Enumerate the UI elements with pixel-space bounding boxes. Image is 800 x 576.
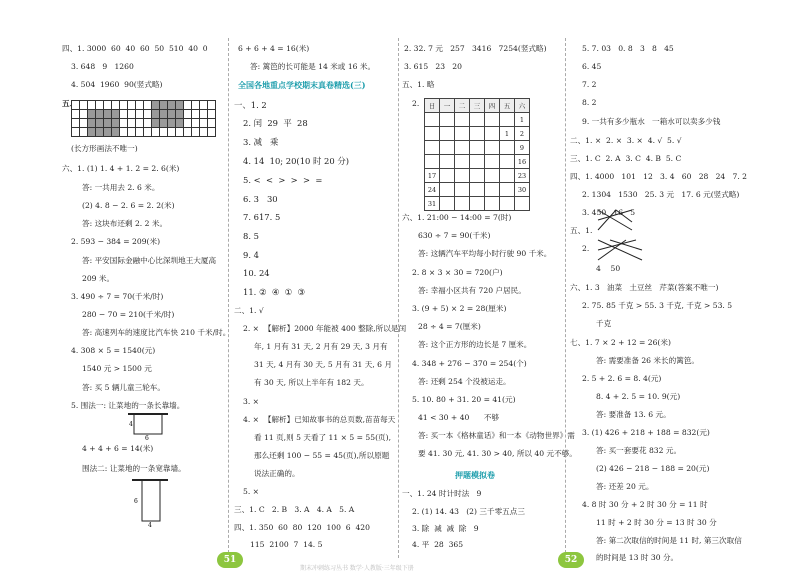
c3-line: 5. 10. 80 + 31. 20 = 41(元) — [412, 395, 516, 404]
calendar-cell — [485, 127, 500, 141]
c2-line: 2. 闰 29 平 28 — [243, 118, 308, 128]
grid-cell — [176, 101, 184, 110]
grid-cell — [112, 128, 120, 137]
c1-line: 209 米。 — [82, 274, 115, 283]
fence-figure-1 — [128, 412, 168, 440]
matching-lines-2 — [596, 238, 644, 262]
calendar-cell — [470, 197, 485, 211]
c2-line: 8. 5 — [243, 231, 259, 241]
c2-line: 2. × 【解析】2000 年能被 400 整除,所以是闰 — [243, 324, 407, 333]
c3-line: 4. 平 28 365 — [412, 540, 464, 549]
grid-cell — [192, 110, 200, 119]
calendar-cell — [485, 169, 500, 183]
c4-line: 6. 45 — [582, 62, 602, 71]
c3-line: 答: 这个正方形的边长是 7 厘米。 — [418, 340, 532, 349]
calendar-cell — [440, 183, 455, 197]
fence-figure-2 — [132, 477, 168, 527]
c2-line: 7. 617. 5 — [243, 212, 281, 222]
grid-cell — [168, 110, 176, 119]
c2-line: 3. 减 乘 — [243, 137, 279, 147]
grid-cell — [192, 101, 200, 110]
grid-cell — [120, 128, 128, 137]
grid-cell — [112, 119, 120, 128]
grid-cell — [104, 110, 112, 119]
matching-lines-1 — [596, 208, 636, 232]
calendar-cell — [455, 183, 470, 197]
calendar-cell — [425, 155, 440, 169]
c4-line: 4. 8 时 30 分 + 2 时 30 分 = 11 时 — [582, 500, 708, 509]
c3-line: 3. (9 + 5) × 2 = 28(厘米) — [412, 304, 507, 313]
calendar-cell — [425, 113, 440, 127]
calendar-cell: 2 — [515, 127, 530, 141]
grid-cell — [128, 119, 136, 128]
c1-line: 4 + 4 + 6 = 14(米) — [82, 444, 154, 453]
side-label: 4 — [148, 522, 152, 527]
calendar-cell — [485, 155, 500, 169]
page-number-right: 52 — [558, 552, 584, 568]
c1-line: 3. 490 ÷ 7 = 70(千米/时) — [71, 292, 164, 301]
c2-line: 10. 24 — [243, 268, 270, 278]
c1-line: 答: 一共用去 2. 6 米。 — [82, 183, 160, 192]
grid-cell — [144, 101, 152, 110]
calendar-cell — [425, 127, 440, 141]
calendar-cell — [440, 113, 455, 127]
c4-line: 7. 2 — [582, 80, 597, 89]
calendar-header-cell: 三 — [470, 99, 485, 113]
calendar-cell — [455, 127, 470, 141]
c3-line: 28 ÷ 4 = 7(厘米) — [418, 322, 481, 331]
c4-line: 七、1. 7 × 2 + 12 = 26(米) — [570, 338, 671, 347]
c4-line: 六、1. 3 油菜 土豆丝 芹菜(答案不唯一) — [570, 283, 719, 292]
grid-cell — [96, 101, 104, 110]
grid-cell — [128, 128, 136, 137]
c4-line: 答: 买一套要花 832 元。 — [596, 446, 682, 455]
footer-text: 期末冲刺练习丛书 数学·人教版·三年级下册 — [300, 565, 414, 572]
c3-line: 要 41. 30 元, 41. 30 > 40, 所以 40 元不够。 — [418, 449, 577, 458]
calendar-cell — [470, 127, 485, 141]
calendar-header-cell: 五 — [500, 99, 515, 113]
c3-line: 答: 还剩 254 个没被运走。 — [418, 377, 511, 386]
calendar-header-cell: 四 — [485, 99, 500, 113]
c1-line: 1540 元 > 1500 元 — [82, 364, 152, 373]
c2-line: 有 30 天, 所以上半年有 182 天。 — [254, 378, 369, 387]
c4-line: 答: 第二次取信的时间是 11 时, 第三次取信 — [596, 536, 742, 545]
c4-line: 二、1. × 2. × 3. × 4. √ 5. √ — [570, 136, 682, 145]
grid-cell — [192, 128, 200, 137]
c1-line: 4. 308 × 5 = 1540(元) — [71, 346, 156, 355]
c1-line: 280 − 70 = 210(千米/时) — [82, 310, 175, 319]
calendar-cell — [440, 169, 455, 183]
calendar-cell — [455, 113, 470, 127]
grid-cell — [200, 119, 208, 128]
grid-cell — [160, 101, 168, 110]
grid-cell — [200, 128, 208, 137]
c2-line: 那么还剩 100 − 55 = 45(页),所以原题 — [254, 451, 390, 460]
grid-cell — [208, 128, 216, 137]
calendar-cell — [440, 141, 455, 155]
c1-line: 五、 — [62, 99, 78, 108]
calendar-cell: 31 — [425, 197, 440, 211]
c3-line: 3. 除 减 减 除 9 — [412, 524, 479, 533]
grid-cell — [184, 119, 192, 128]
c3-line: 2. (1) 14. 43 (2) 三千零五点三 — [412, 507, 525, 516]
calendar-cell: 16 — [515, 155, 530, 169]
grid-cell — [176, 119, 184, 128]
c2-line: 31 天, 4 月有 30 天, 5 月有 31 天, 6 月 — [254, 360, 393, 369]
grid-cell — [96, 128, 104, 137]
calendar-cell — [470, 183, 485, 197]
calendar-cell: 24 — [425, 183, 440, 197]
c4-line: 答: 要准备 13. 6 元。 — [596, 410, 671, 419]
c4-line: 11 时 + 2 时 30 分 = 13 时 30 分 — [596, 518, 717, 527]
c1-line: 答: 买 5 辆儿童三轮车。 — [82, 383, 165, 392]
c2-line: 9. 4 — [243, 250, 259, 260]
c4-line: (2) 426 − 218 − 188 = 20(元) — [596, 464, 710, 473]
calendar-cell — [440, 197, 455, 211]
calendar-cell — [500, 113, 515, 127]
grid-cell — [112, 101, 120, 110]
c1-line: (长方形画法不唯一) — [71, 144, 138, 153]
grid-cell — [72, 110, 80, 119]
calendar-cell — [485, 197, 500, 211]
calendar-cell — [500, 169, 515, 183]
calendar-cell — [485, 141, 500, 155]
c4-line: 答: 需要准备 26 米长的篱笆。 — [596, 356, 699, 365]
calendar-cell — [455, 141, 470, 155]
grid-cell — [208, 101, 216, 110]
c4-line: 2. 75. 85 千克 > 55. 3 千克, 千克 > 53. 5 — [582, 301, 733, 310]
c3-line: 41 < 30 + 40 不够 — [418, 413, 500, 422]
calendar-cell: 1 — [500, 127, 515, 141]
calendar-cell: 9 — [515, 141, 530, 155]
c4-line: 三、1. C 2. A 3. C 4. B 5. C — [570, 154, 682, 163]
calendar-cell — [470, 141, 485, 155]
c3-line: 五、1. 略 — [402, 80, 435, 89]
c2-line: 年, 1 月有 31 天, 2 月有 29 天, 3 月有 — [254, 342, 388, 351]
grid-cell — [160, 110, 168, 119]
calendar-cell: 23 — [515, 169, 530, 183]
c1-line: 答: 平安国际金融中心比深圳地王大厦高 — [82, 256, 217, 265]
grid-cell — [88, 110, 96, 119]
c4-line: 2. 5 + 2. 6 = 8. 4(元) — [582, 374, 662, 383]
c1-line: (2) 4. 8 − 2. 6 = 2. 2(米) — [82, 201, 175, 210]
c1-line: 4. 504 1960 90(竖式略) — [71, 80, 163, 89]
calendar-cell — [515, 197, 530, 211]
grid-cell — [136, 101, 144, 110]
grid-cell — [80, 101, 88, 110]
c4-line: 五、1. — [570, 226, 593, 235]
c3-line: 答: 买一本《格林童话》和一本《动物世界》需 — [418, 431, 575, 440]
calendar-header-cell: 二 — [455, 99, 470, 113]
c2-line: 4. × 【解析】已知故事书的总页数,苗苗每天 — [243, 415, 396, 424]
grid-cell — [208, 110, 216, 119]
c1-line: 围法二: 让菜地的一条宽靠墙。 — [82, 464, 186, 473]
c1-line: 答: 这块布还剩 2. 2 米。 — [82, 219, 168, 228]
calendar-cell: 30 — [515, 183, 530, 197]
grid-cell — [128, 101, 136, 110]
grid-cell — [184, 110, 192, 119]
c2-line: 看 11 页,则 5 天看了 11 × 5 = 55(页), — [254, 433, 392, 442]
calendar-cell — [470, 113, 485, 127]
grid-cell — [160, 128, 168, 137]
calendar-cell — [425, 141, 440, 155]
c2-line: 说法正确的。 — [254, 469, 300, 478]
grid-cell — [144, 110, 152, 119]
c4-line: 5. 7. 03 0. 8 3 8 45 — [582, 44, 674, 53]
c3-line: 六、1. 21:00 − 14:00 = 7(时) — [402, 213, 512, 222]
calendar-cell — [485, 113, 500, 127]
calendar-cell — [500, 197, 515, 211]
c2-line: 答: 篱笆的长可能是 14 米或 16 米。 — [250, 62, 376, 71]
grid-cell — [88, 128, 96, 137]
c4-line: 2. 1304 1530 25. 3 元 17. 6 元(竖式略) — [582, 190, 740, 199]
grid-cell — [136, 119, 144, 128]
c4-line: 2. — [582, 244, 590, 253]
c2-line: 5. < < > > > = — [243, 175, 323, 185]
grid-cell — [168, 128, 176, 137]
c4-line: 8. 2 — [582, 98, 597, 107]
calendar-cell — [455, 155, 470, 169]
calendar-cell — [500, 183, 515, 197]
grid-cell — [96, 119, 104, 128]
c2-line: 四、1. 350 60 80 120 100 6 420 — [234, 523, 370, 532]
calendar-cell: 1 — [515, 113, 530, 127]
c3-line: 2. 8 × 3 × 30 = 720(户) — [412, 268, 503, 277]
c2-line: 6 + 6 + 4 = 16(米) — [238, 44, 310, 53]
c2-line: 115 2100 7 14. 5 — [250, 540, 323, 549]
grid-cell — [160, 119, 168, 128]
calendar-cell — [485, 183, 500, 197]
grid-cell — [80, 119, 88, 128]
c1-line: 2. 593 − 384 = 209(米) — [71, 237, 161, 246]
c3-line: 3. 615 23 20 — [404, 62, 462, 71]
grid-cell — [168, 101, 176, 110]
section-banner: 押题模拟卷 — [455, 470, 495, 480]
c3-line: 一、1. 24 时计时法 9 — [402, 489, 482, 498]
c4-line: 8. 4 + 2. 5 = 10. 9(元) — [596, 392, 681, 401]
c2-line: 4. 14 10; 20(10 时 20 分) — [243, 156, 350, 166]
column-separator-3 — [565, 38, 566, 558]
grid-cell — [136, 128, 144, 137]
grid-cell — [144, 128, 152, 137]
c4-line: 千克 — [596, 319, 612, 328]
c4-line: 3. (1) 426 + 218 + 188 = 832(元) — [582, 428, 710, 437]
c1-line: 答: 高速列车的速度比汽车快 210 千米/时。 — [82, 328, 231, 337]
calendar-cell — [455, 169, 470, 183]
calendar-table — [424, 98, 530, 211]
grid-cell — [104, 128, 112, 137]
c3-line: 答: 幸福小区共有 720 户居民。 — [418, 286, 526, 295]
c1-line: 六、1. (1) 1. 4 + 1. 2 = 2. 6(米) — [62, 164, 180, 173]
calendar-cell — [440, 127, 455, 141]
grid-cell — [184, 101, 192, 110]
c2-line: 三、1. C 2. B 3. A 4. A 5. A — [234, 505, 355, 514]
c2-line: 3. × — [243, 397, 260, 406]
grid-cell — [192, 119, 200, 128]
grid-cell — [112, 110, 120, 119]
grid-cell — [152, 119, 160, 128]
side-label: 6 — [134, 498, 138, 505]
calendar-header-cell: 一 — [440, 99, 455, 113]
grid-cell — [176, 110, 184, 119]
grid-cell — [88, 101, 96, 110]
grid-cell — [120, 110, 128, 119]
grid-cell — [72, 101, 80, 110]
calendar-cell — [470, 155, 485, 169]
grid-cell — [200, 110, 208, 119]
c2-line: 一、1. 2 — [234, 100, 267, 110]
grid-cell — [72, 119, 80, 128]
shape-grid — [71, 100, 216, 137]
c4-line: 四、1. 4000 101 12 3. 4 60 28 24 7. 2 — [570, 172, 747, 181]
c2-line: 5. × — [243, 487, 260, 496]
grid-cell — [104, 119, 112, 128]
section-banner: 全国各地重点学校期末真卷精选(三) — [238, 80, 366, 90]
c3-line: 答: 这辆汽车平均每小时行驶 90 千米。 — [418, 249, 552, 258]
grid-cell — [144, 119, 152, 128]
calendar-cell — [470, 169, 485, 183]
grid-cell — [120, 101, 128, 110]
page-number-left: 51 — [217, 552, 243, 568]
calendar-header-cell: 六 — [515, 99, 530, 113]
side-label: 6 — [145, 435, 149, 440]
c4-line: 3. 450 16 5 — [582, 208, 636, 217]
c4-line: 答: 还差 20 元。 — [596, 482, 654, 491]
c3-line: 2. — [412, 99, 420, 108]
c3-line: 4. 348 + 276 − 370 = 254(个) — [412, 359, 527, 368]
side-label: 4 — [129, 421, 133, 428]
grid-cell — [184, 128, 192, 137]
c2-line: 二、1. √ — [234, 306, 264, 315]
grid-cell — [208, 119, 216, 128]
column-separator-2 — [398, 38, 399, 558]
c3-line: 630 ÷ 7 = 90(千米) — [418, 231, 491, 240]
calendar-cell: 17 — [425, 169, 440, 183]
c4-line: 4 50 — [596, 264, 621, 273]
calendar-header-cell: 日 — [425, 99, 440, 113]
grid-cell — [80, 128, 88, 137]
calendar-cell — [500, 141, 515, 155]
column-separator-1 — [228, 38, 229, 558]
grid-cell — [200, 101, 208, 110]
grid-cell — [88, 119, 96, 128]
c4-line: 的时间是 13 时 30 分。 — [596, 553, 679, 562]
c1-line: 四、1. 3000 60 40 60 50 510 40 0 — [62, 44, 208, 53]
calendar-cell — [500, 155, 515, 169]
grid-cell — [152, 110, 160, 119]
c3-line: 2. 32. 7 元 257 3416 7254(竖式略) — [404, 44, 547, 53]
grid-cell — [96, 110, 104, 119]
grid-cell — [72, 128, 80, 137]
calendar-cell — [455, 197, 470, 211]
grid-cell — [128, 110, 136, 119]
grid-cell — [120, 119, 128, 128]
c2-line: 11. ② ④ ① ③ — [243, 287, 305, 297]
c4-line: 9. 一共有多少瓶水 一箱水可以卖多少钱 — [582, 117, 721, 126]
grid-cell — [152, 128, 160, 137]
calendar-cell — [440, 155, 455, 169]
grid-cell — [176, 128, 184, 137]
grid-cell — [136, 110, 144, 119]
c2-line: 6. 3 30 — [243, 194, 278, 204]
grid-cell — [80, 110, 88, 119]
grid-cell — [168, 119, 176, 128]
grid-cell — [152, 101, 160, 110]
grid-cell — [104, 101, 112, 110]
c1-line: 3. 648 9 1260 — [71, 62, 134, 71]
c1-line: 5. 围法一: 让菜地的一条长靠墙。 — [71, 401, 185, 410]
